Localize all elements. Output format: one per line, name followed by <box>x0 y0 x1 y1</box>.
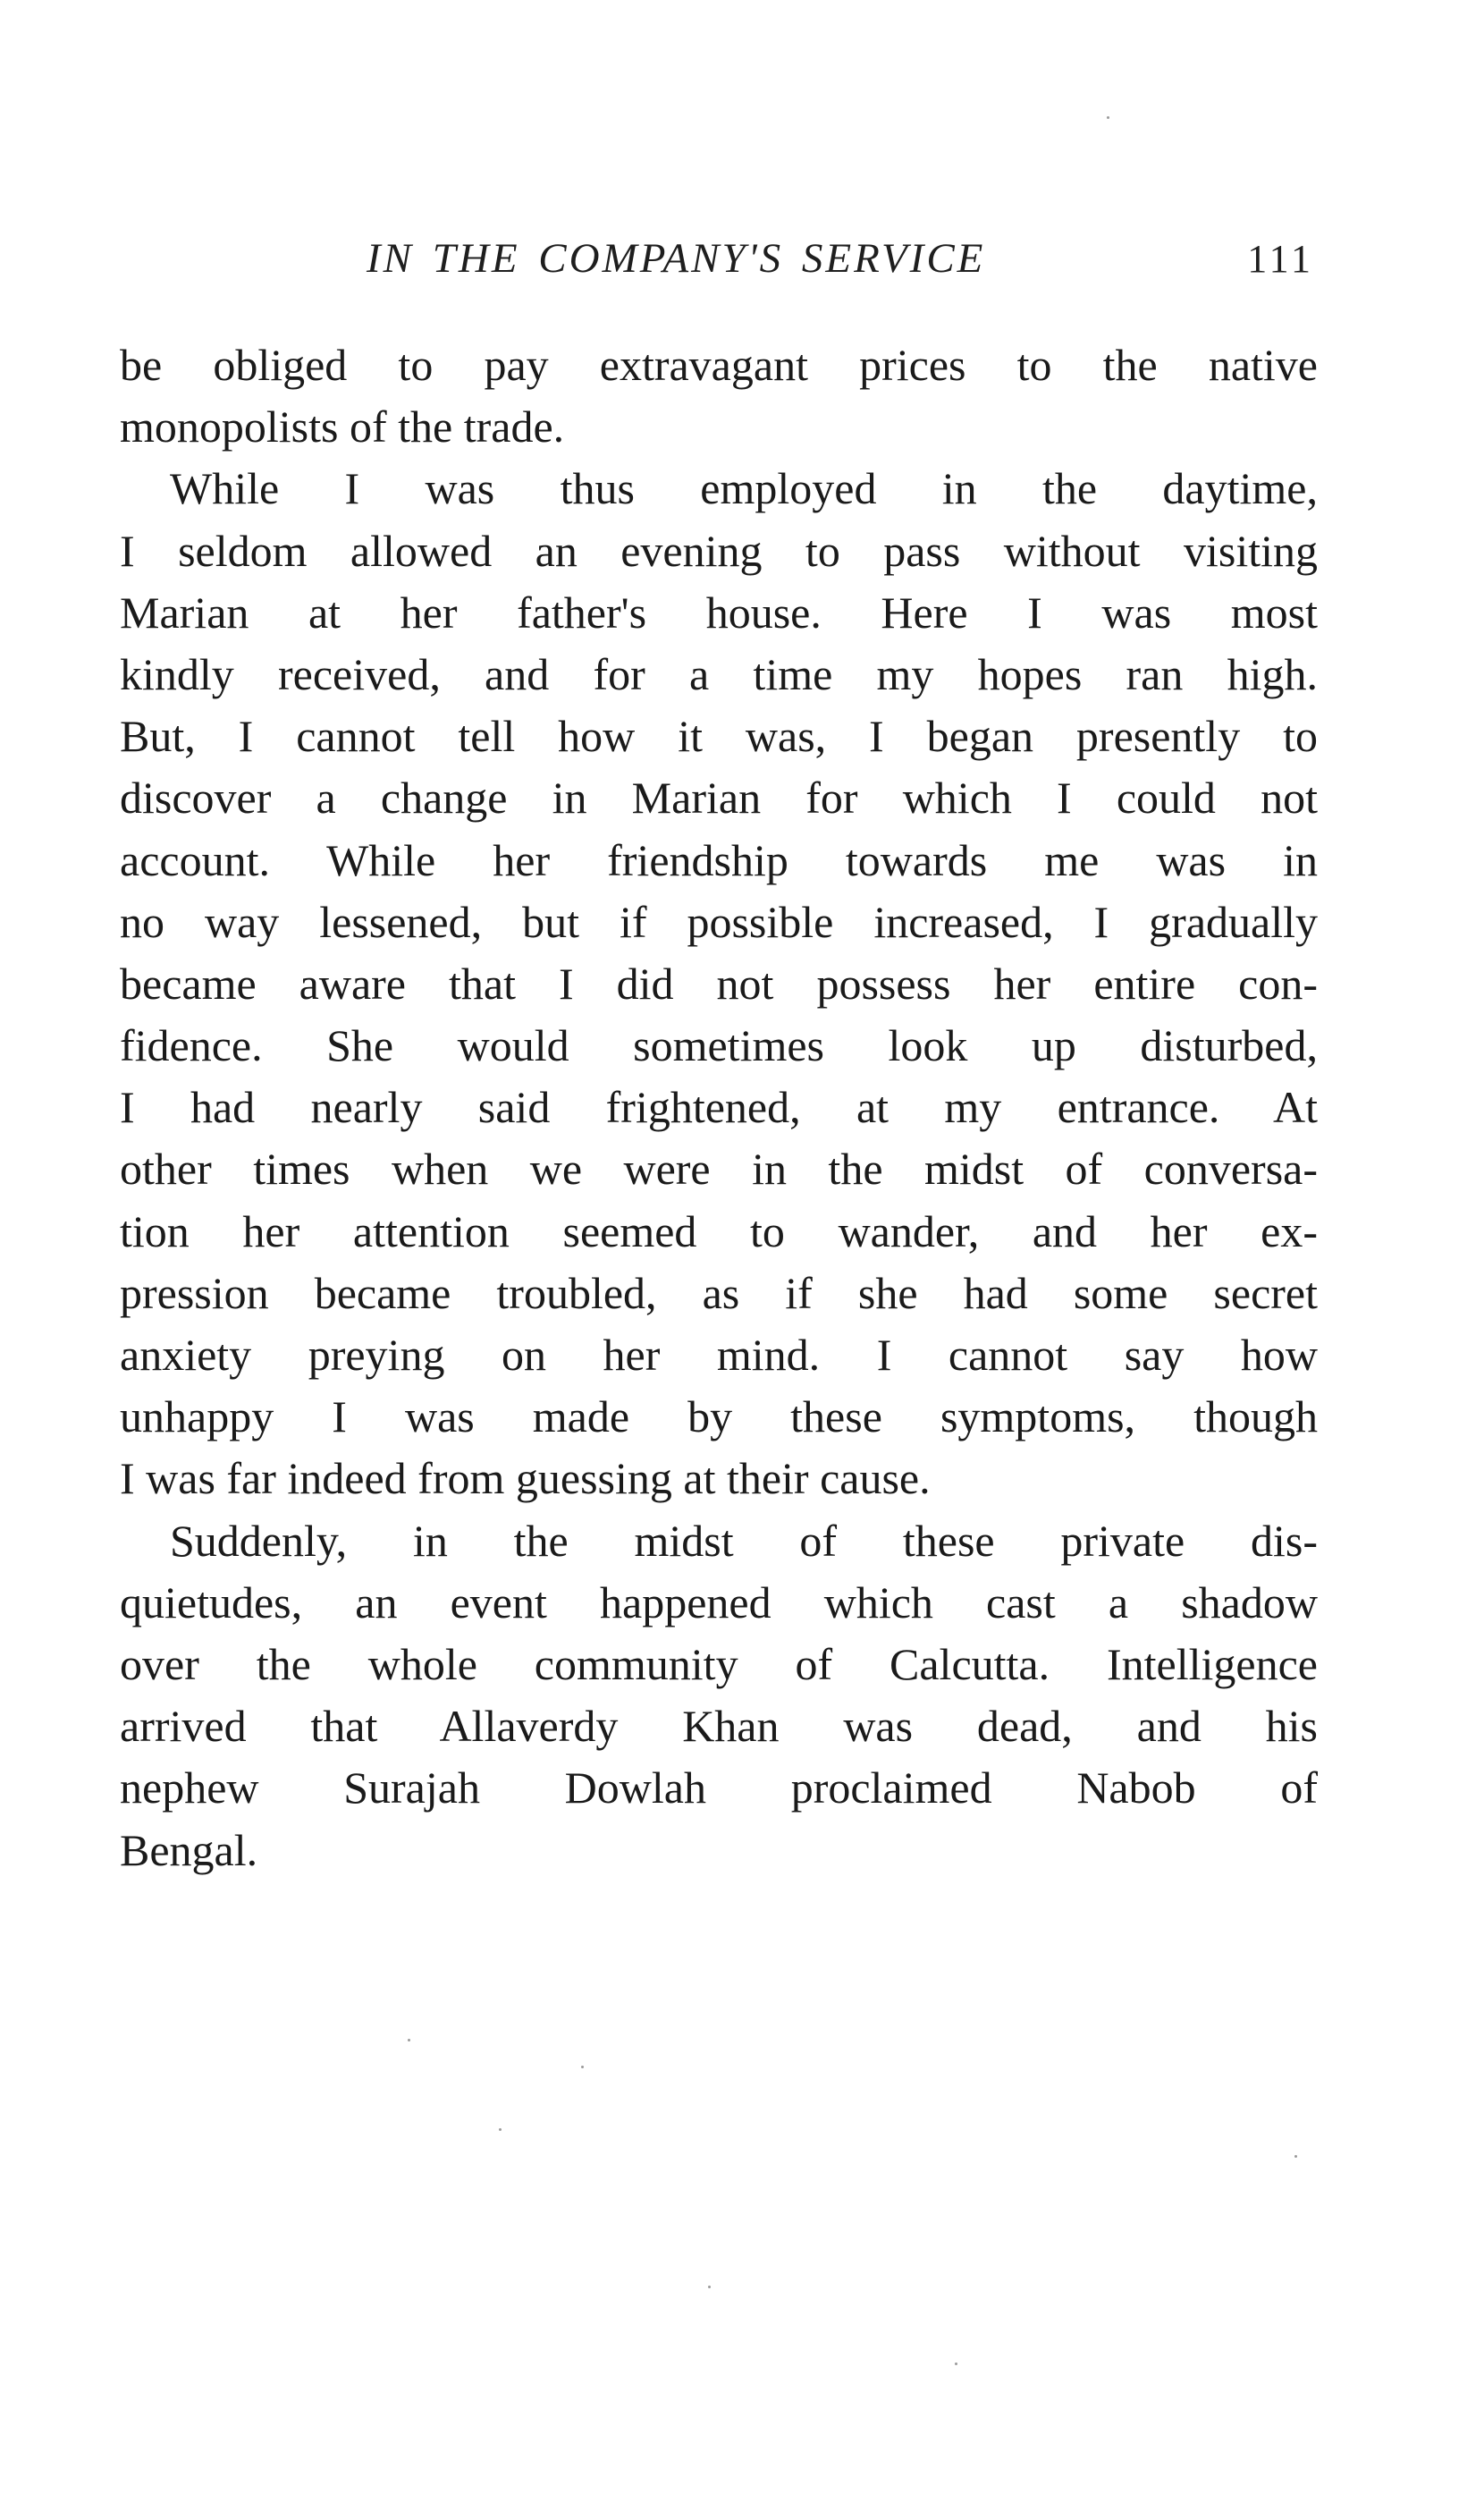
paragraph <box>120 458 1318 1509</box>
text-line: nephew Surajah Dowlah proclaimed Nabob of <box>120 1762 1318 1813</box>
paper-speck <box>1294 2155 1297 2158</box>
paragraph <box>120 334 1318 458</box>
text-line: account. While her friendship towards me was in <box>120 834 1318 885</box>
paper-speck <box>408 2039 410 2041</box>
text-line: I had nearly said frightened, at my entrance. At <box>120 1082 1318 1133</box>
paper-speck <box>581 2066 584 2068</box>
text-line: But, I cannot tell how it was, I began presently to <box>120 711 1318 762</box>
paragraph <box>120 1510 1318 1881</box>
text-line: tion her attention seemed to wander, and her ex- <box>120 1205 1318 1256</box>
text-line: pression became troubled, as if she had some secret <box>120 1267 1318 1318</box>
text-line: anxiety preying on her mind. I cannot say how <box>120 1330 1318 1380</box>
text-line: kindly received, and for a time my hopes ran high. <box>120 648 1318 699</box>
text-line: other times when we were in the midst of conversa- <box>120 1144 1318 1195</box>
text-line: Marian at her father's house. Here I was most <box>120 587 1318 638</box>
text-line: quietudes, an event happened which cast a shadow <box>120 1576 1318 1627</box>
text-line: arrived that Allaverdy Khan was dead, and his <box>120 1701 1318 1752</box>
body-text <box>120 334 1318 1881</box>
text-line: be obliged to pay extravagant prices to the native <box>120 340 1318 390</box>
text-line: fidence. She would sometimes look up disturbed, <box>120 1020 1318 1071</box>
paper-speck <box>708 2286 711 2288</box>
text-line: Bengal. <box>120 1824 258 1875</box>
text-line: I seldom allowed an evening to pass without visiting <box>120 525 1318 576</box>
text-line: Suddenly, in the midst of these private dis- <box>170 1515 1318 1566</box>
page-number: 111 <box>1247 237 1314 281</box>
paper-speck <box>499 2128 502 2131</box>
text-line: While I was thus employed in the daytime, <box>170 463 1318 514</box>
running-head <box>116 234 1314 297</box>
text-line: discover a change in Marian for which I could not <box>120 773 1318 824</box>
text-line: no way lessened, but if possible increased, I gradually <box>120 896 1318 947</box>
text-line: I was far indeed from guessing at their cause. <box>120 1453 931 1504</box>
paper-speck <box>1107 116 1109 119</box>
text-line: became aware that I did not possess her entire con- <box>120 958 1318 1009</box>
text-line: unhappy I was made by these symptoms, though <box>120 1391 1318 1442</box>
text-line: over the whole community of Calcutta. Intelligence <box>120 1638 1318 1689</box>
paper-speck <box>955 2363 957 2365</box>
text-line: monopolists of the trade. <box>120 402 565 452</box>
running-title: IN THE COMPANY'S SERVICE <box>367 235 986 282</box>
